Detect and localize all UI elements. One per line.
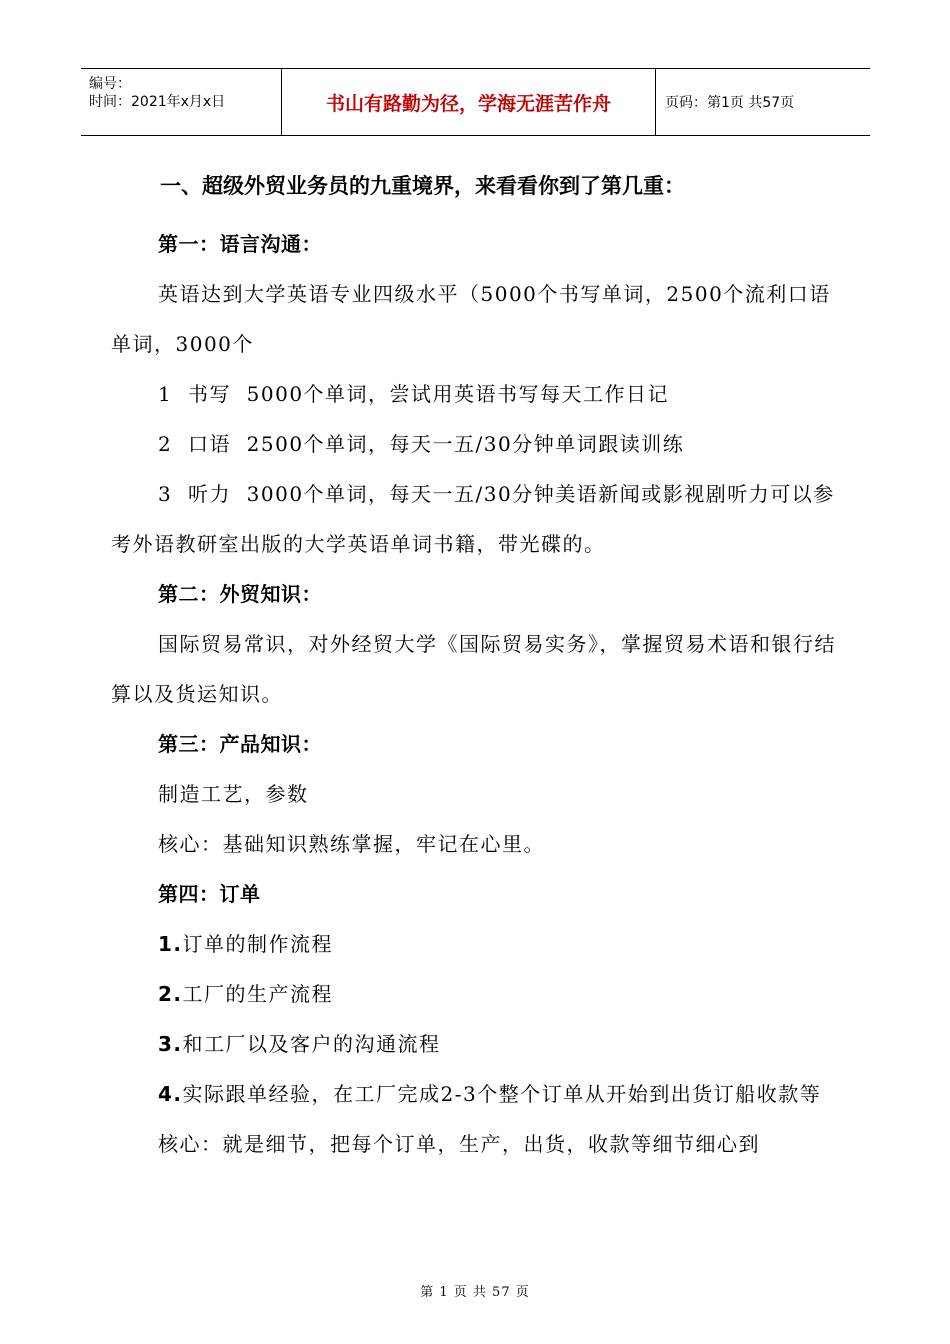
section-heading: 第一：语言沟通： <box>158 232 322 256</box>
item-text: 订单的制作流程 <box>182 932 334 956</box>
page-header <box>81 68 870 136</box>
header-motto: 书山有路勤为径，学海无涯苦作舟 <box>282 69 656 135</box>
item-text: 和工厂以及客户的沟通流程 <box>182 1032 441 1056</box>
document-title: 一、超级外贸业务员的九重境界，来看看你到了第几重： <box>160 174 685 198</box>
paragraph: 核心：就是细节，把每个订单，生产，出货，收款等细节细心到 <box>158 1132 760 1156</box>
document-body <box>111 219 841 1169</box>
paragraph: 核心：基础知识熟练掌握，牢记在心里。 <box>158 832 545 856</box>
paragraph: 英语达到大学英语专业四级水平（5000个书写单词，2500个流利口语单词，3000个 <box>111 282 831 356</box>
paragraph: 1 书写 5000个单词，尝试用英语书写每天工作日记 <box>158 382 670 406</box>
section-heading: 第四：订单 <box>158 882 261 906</box>
header-meta <box>81 69 282 135</box>
paragraph: 制造工艺，参数 <box>158 782 309 806</box>
item-number: 1. <box>158 932 183 956</box>
header-page-info: 页码：第1页 共57页 <box>665 95 795 111</box>
item-text: 实际跟单经验，在工厂完成2-3个整个订单从开始到出货订船收款等 <box>182 1082 822 1106</box>
page-footer: 第 1 页 共 57 页 <box>420 1285 530 1300</box>
section-heading: 第二：外贸知识： <box>158 582 322 606</box>
paragraph: 3 听力 3000个单词，每天一五/30分钟美语新闻或影视剧听力可以参考外语教研室出版的大学英语单词书籍，带光碟的。 <box>111 482 835 556</box>
item-number: 2. <box>158 982 183 1006</box>
numbered-item <box>111 1019 841 1069</box>
item-number: 4. <box>158 1082 183 1106</box>
numbered-item <box>111 1069 841 1119</box>
paragraph: 国际贸易常识，对外经贸大学《国际贸易实务》，掌握贸易术语和银行结算以及货运知识。 <box>111 632 836 706</box>
paragraph: 2 口语 2500个单词，每天一五/30分钟单词跟读训练 <box>158 432 685 456</box>
item-text: 工厂的生产流程 <box>182 982 334 1006</box>
document-number-label: 编号： <box>89 76 131 92</box>
numbered-item <box>111 969 841 1019</box>
item-number: 3. <box>158 1032 183 1056</box>
section-heading: 第三：产品知识： <box>158 732 322 756</box>
document-time-label: 时间：2021年x月x日 <box>89 94 226 110</box>
numbered-item <box>111 919 841 969</box>
